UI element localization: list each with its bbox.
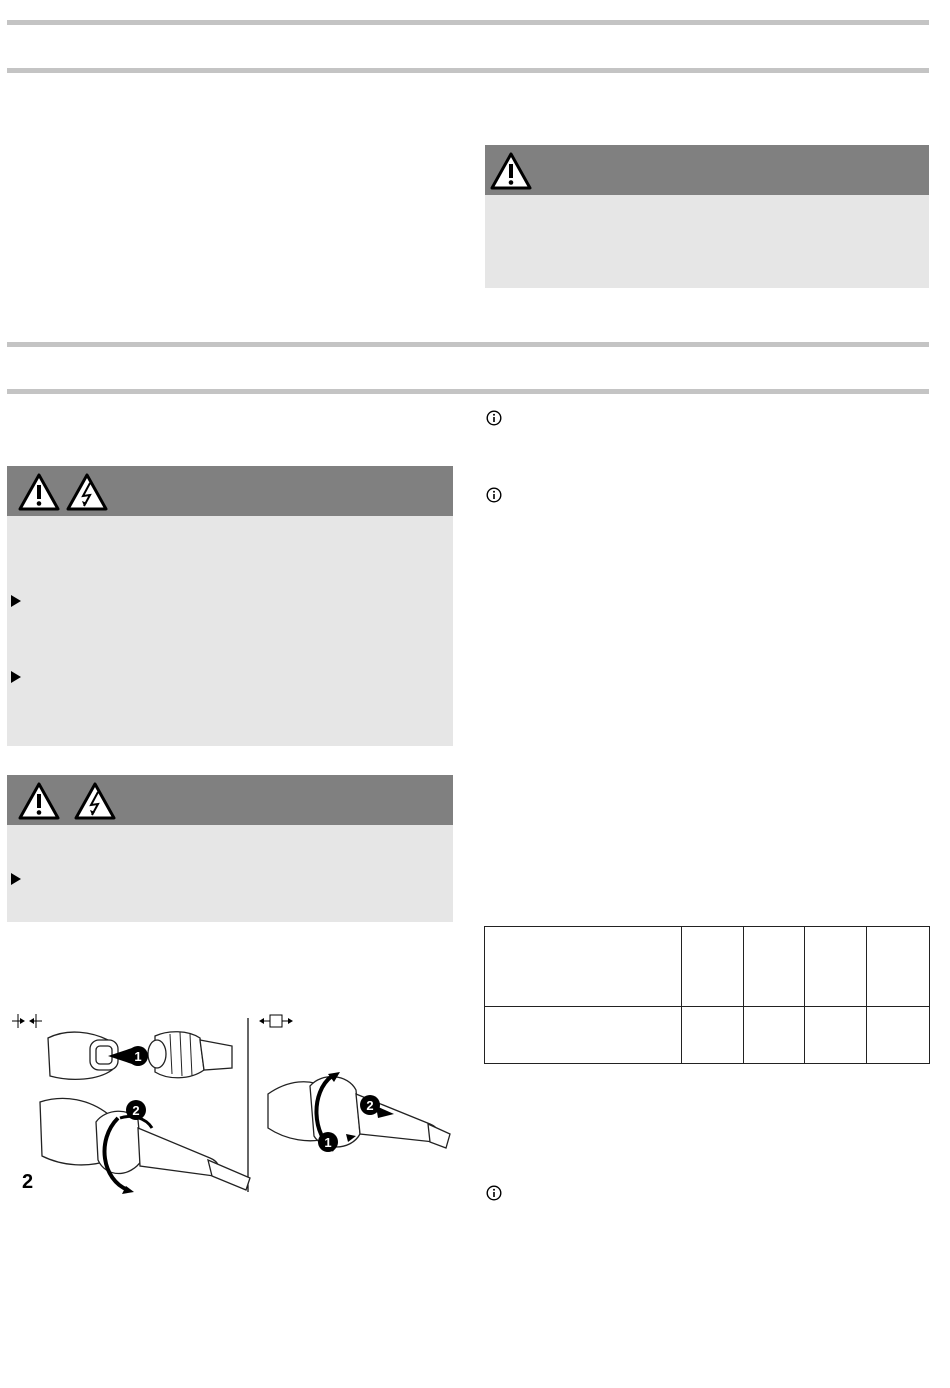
warning-triangle-icon [17,781,61,821]
electric-hazard-icon [65,472,109,512]
table-cell [485,927,682,1007]
callout-2: 2 [366,1098,374,1113]
table-cell [485,1007,682,1064]
warning-box-header [7,466,453,516]
table-cell [682,927,744,1007]
callout-2: 2 [132,1103,140,1118]
callout-1: 1 [324,1135,332,1150]
figure-number: 2 [22,1171,34,1193]
action-arrow-icon [11,873,21,885]
warning-box-top-right [485,145,929,288]
warning-box-electric-1 [7,466,453,746]
warning-triangle-icon [17,472,61,512]
warning-box-header [485,145,929,195]
table-cell [805,927,867,1007]
warning-triangle-icon [489,151,533,191]
disconnect-symbol-icon [259,1015,293,1027]
table-cell [682,1007,744,1064]
top-rule-1 [7,20,929,25]
electric-hazard-icon [73,781,117,821]
spec-table [484,926,930,1064]
top-rule-2 [7,68,929,73]
table-cell [805,1007,867,1064]
connect-symbol-icon [12,1014,42,1028]
info-circle-icon [486,487,502,503]
table-row [485,1007,930,1064]
table-cell [867,927,930,1007]
callout-1: 1 [134,1049,142,1064]
warning-box-electric-2 [7,775,453,922]
table-row [485,927,930,1007]
mid-rule-2 [7,389,929,394]
mid-rule-1 [7,342,929,347]
table-cell [744,1007,805,1064]
info-circle-icon [486,1185,502,1201]
action-arrow-icon [11,671,21,683]
info-circle-icon [486,410,502,426]
table-cell [744,927,805,1007]
table-cell [867,1007,930,1064]
connector-figure [10,1010,455,1195]
action-arrow-icon [11,595,21,607]
warning-box-header [7,775,453,825]
